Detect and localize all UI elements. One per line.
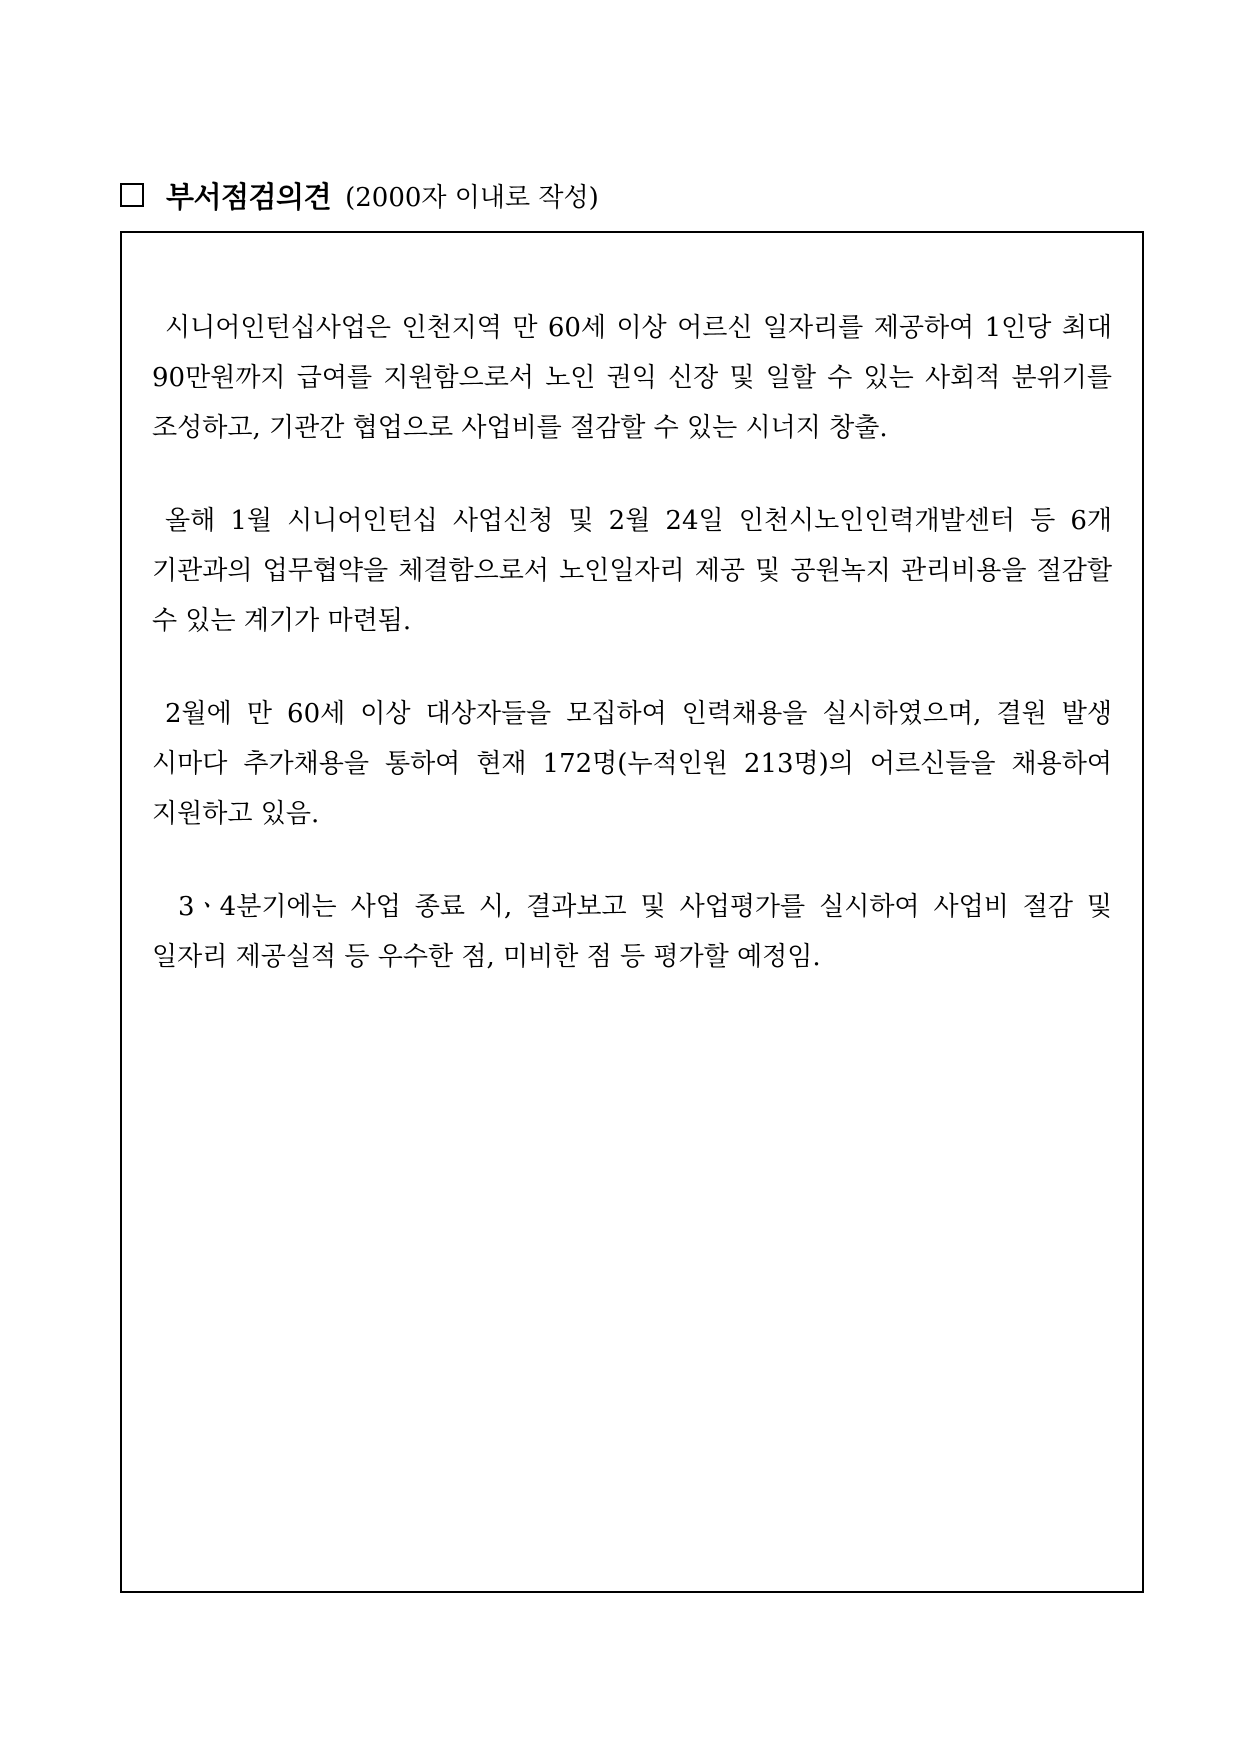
paragraph-4: 3ㆍ4분기에는 사업 종료 시, 결과보고 및 사업평가를 실시하여 사업비 절감 및 일자리 제공실적 등 우수한 점, 미비한 점 등 평가할 예정임.: [152, 892, 1112, 972]
opinion-box: [120, 231, 1144, 1593]
section-note: (2000자 이내로 작성): [345, 182, 599, 213]
paragraph-1: 시니어인턴십사업은 인천지역 만 60세 이상 어르신 일자리를 제공하여 1인당 최대 90만원까지 급여를 지원함으로서 노인 권익 신장 및 일할 수 있는 사회적 분위기를 조성하고, 기관간 협업으로 사업비를 절감할 수 있는 시너지 창출.: [152, 313, 1112, 443]
checkbox-icon: [120, 183, 144, 207]
section-title: 부서점검의견: [166, 179, 332, 214]
paragraph-3: 2월에 만 60세 이상 대상자들을 모집하여 인력채용을 실시하였으며, 결원 발생 시마다 추가채용을 통하여 현재 172명(누적인원 213명)의 어르신들을 채용하여 지원하고 있음.: [152, 699, 1112, 829]
section-heading: [120, 170, 599, 220]
paragraph-2: 올해 1월 시니어인턴십 사업신청 및 2월 24일 인천시노인인력개발센터 등 6개 기관과의 업무협약을 체결함으로서 노인일자리 제공 및 공원녹지 관리비용을 절감할 수 있는 계기가 마련됨.: [152, 506, 1112, 636]
opinion-content: [152, 303, 1112, 1025]
